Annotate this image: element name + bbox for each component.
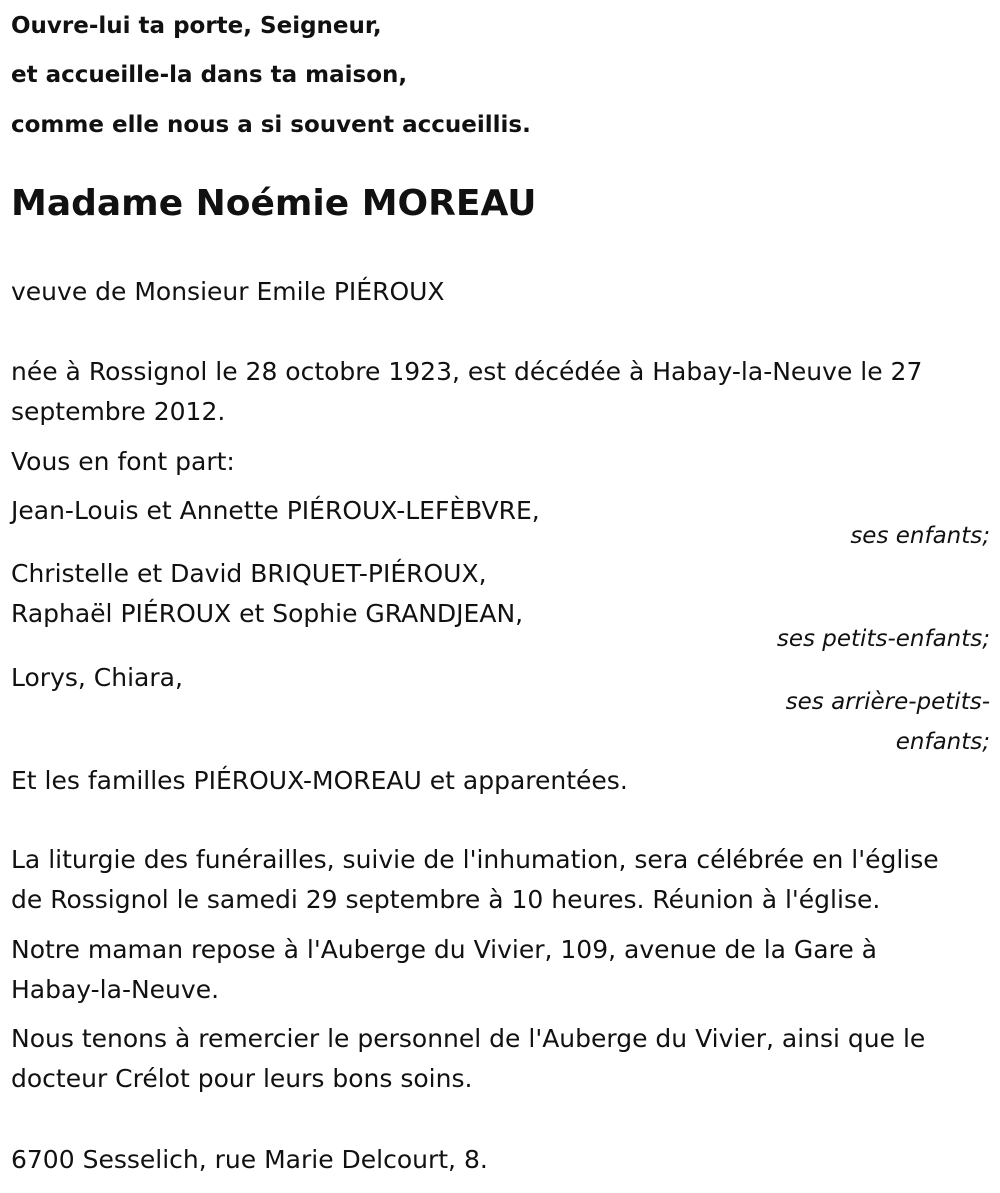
children-names: Jean-Louis et Annette PIÉROUX-LEFÈBVRE, (11, 496, 540, 525)
grandchildren-role: ses petits-enfants; (776, 626, 990, 652)
thanks-line-2: docteur Crélot pour leurs bons soins. (11, 1064, 473, 1093)
deceased-name: Madame Noémie MOREAU (11, 183, 537, 224)
ceremony-line-1: La liturgie des funérailles, suivie de l'inhumation, sera célébrée en l'église (11, 845, 939, 874)
rest-place-line-2: Habay-la-Neuve. (11, 975, 220, 1004)
great-grandchildren-role-2: enfants; (895, 729, 990, 755)
children-role: ses enfants; (850, 523, 990, 549)
address-line: 6700 Sesselich, rue Marie Delcourt, 8. (11, 1145, 488, 1174)
families-line: Et les familles PIÉROUX-MOREAU et apparentées. (11, 766, 628, 795)
verse-line-1: Ouvre-lui ta porte, Seigneur, (11, 13, 382, 39)
announcement-line: Vous en font part: (11, 447, 235, 476)
thanks-line-1: Nous tenons à remercier le personnel de l'Auberge du Vivier, ainsi que le (11, 1024, 926, 1053)
grandchildren-names-1: Christelle et David BRIQUET-PIÉROUX, (11, 559, 487, 588)
great-grandchildren-role-1: ses arrière-petits- (785, 689, 990, 715)
verse-line-3: comme elle nous a si souvent accueillis. (11, 112, 531, 138)
widow-of-line: veuve de Monsieur Emile PIÉROUX (11, 277, 445, 306)
birth-death-line-1: née à Rossignol le 28 octobre 1923, est décédée à Habay-la-Neuve le 27 (11, 357, 923, 386)
great-grandchildren-names: Lorys, Chiara, (11, 663, 183, 692)
rest-place-line-1: Notre maman repose à l'Auberge du Vivier, 109, avenue de la Gare à (11, 935, 877, 964)
grandchildren-names-2: Raphaël PIÉROUX et Sophie GRANDJEAN, (11, 599, 524, 628)
verse-line-2: et accueille-la dans ta maison, (11, 62, 408, 88)
birth-death-line-2: septembre 2012. (11, 397, 226, 426)
ceremony-line-2: de Rossignol le samedi 29 septembre à 10 heures. Réunion à l'église. (11, 885, 881, 914)
